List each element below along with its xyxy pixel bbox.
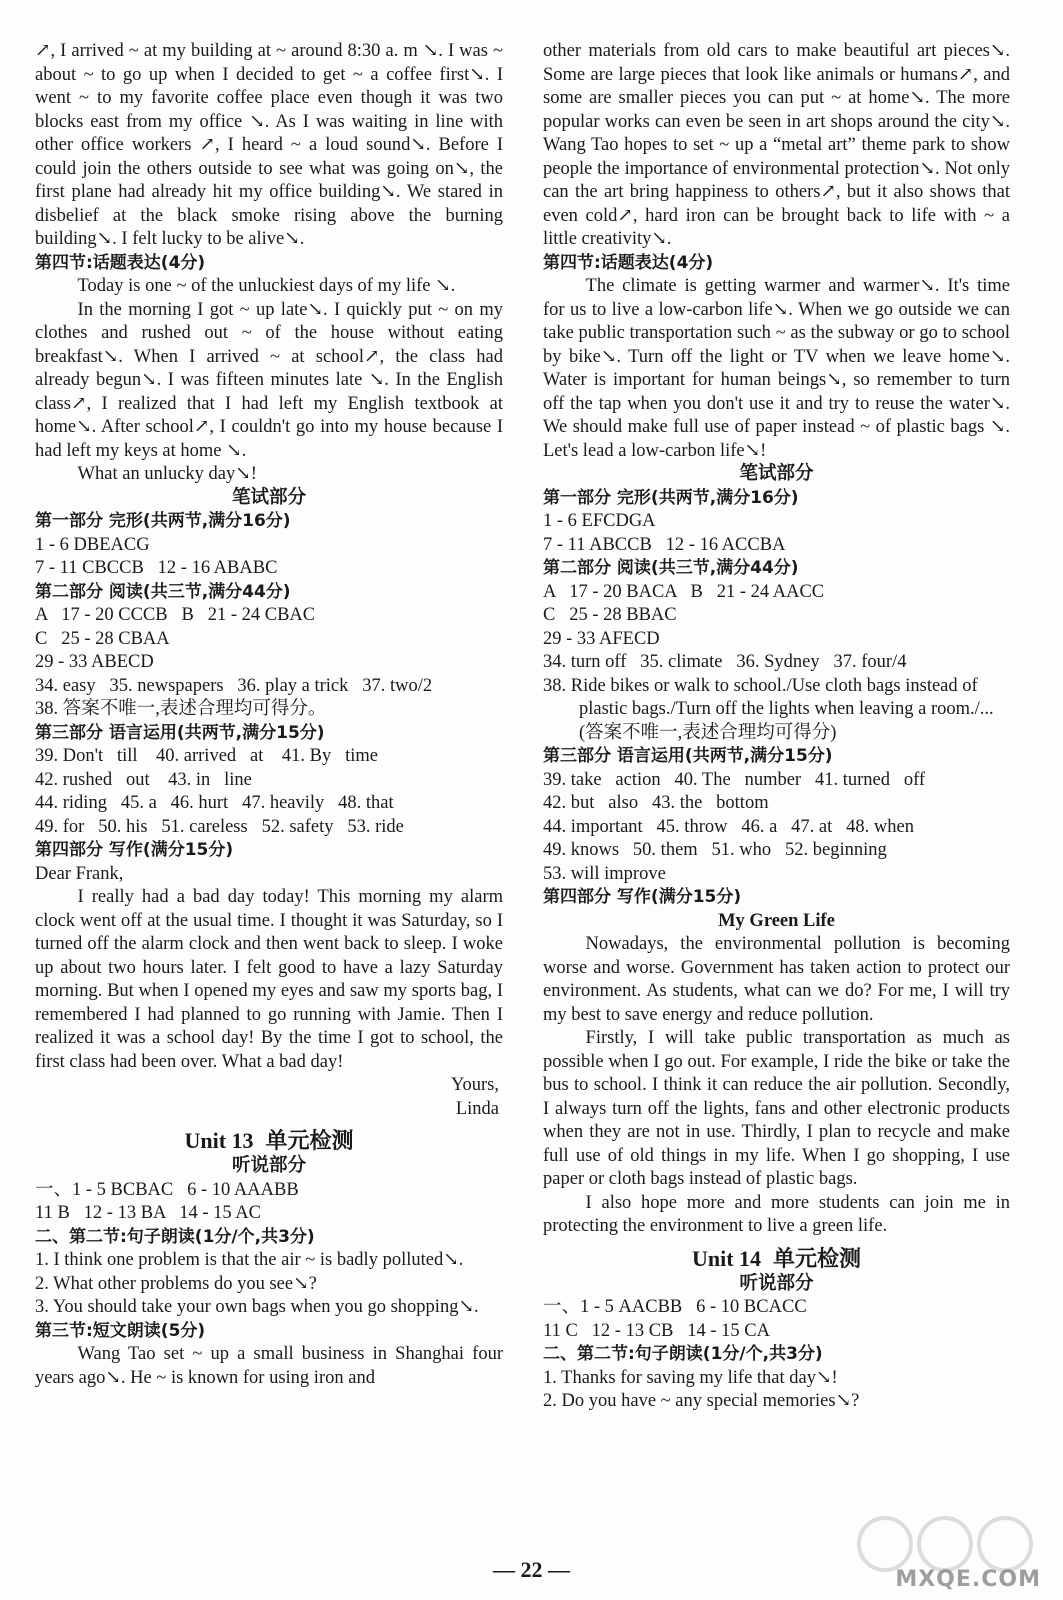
section-heading: 第四节:话题表达(4分): [35, 252, 206, 273]
section-heading: 第二部分 阅读(共三节,满分44分): [35, 581, 291, 602]
answer-line: 34. easy 35. newspapers 36. play a trick 37. two/2: [35, 675, 433, 696]
answer-line: 42. but also 43. the bottom: [543, 793, 769, 813]
numbered-item: 3. You should take your own bags when you go shopping↘.: [35, 1297, 479, 1317]
answer-line: C 25 - 28 CBAA: [35, 628, 170, 649]
section-heading: 二、第二节:句子朗读(1分/个,共3分): [35, 1226, 315, 1247]
answer-line: 39. take action 40. The number 41. turned off: [543, 769, 926, 790]
numbered-item: 2. What other problems do you see↘?: [35, 1273, 317, 1294]
left-column: [35, 40, 503, 1390]
answer-line: C 25 - 28 BBAC: [543, 605, 677, 625]
answer-line: 1 - 6 EFCDGA: [543, 511, 656, 531]
section-heading: 第四节:话题表达(4分): [543, 252, 714, 273]
paragraph: Today is one ~ of the unluckiest days of my life ↘.: [77, 276, 456, 296]
answer-line: 1. Thanks for saving my life that day↘!: [543, 1367, 838, 1388]
answer-line: 44. important 45. throw 46. a 47. at 48. when: [543, 816, 914, 837]
right-column: [543, 40, 1010, 1414]
unit-number: Unit 13: [184, 1128, 254, 1153]
unit-title: [35, 1127, 503, 1155]
section-heading: 第一部分 完形(共两节,满分16分): [35, 511, 291, 531]
answer-line: 一、1 - 5 BCBAC 6 - 10 AAABB: [35, 1179, 299, 1200]
center-heading: 听说部分: [231, 1156, 306, 1176]
section-heading: 第三部分 语言运用(共两节,满分15分): [35, 722, 325, 743]
section-heading: 二、第二节:句子朗读(1分/个,共3分): [543, 1344, 823, 1364]
unit-label: 单元检测: [773, 1245, 862, 1271]
paragraph: other materials from old cars to make beautiful art pieces↘. Some are large pieces that look like animals or humans↗, and some are smaller pieces you can put ~ at home↘. The more popular works can even be seen in art shops around the city↘. Wang Tao hopes to set ~ up a “metal art” theme park to show people the importance of environmental protection↘. Not only can the art bring happiness to others↗, but it also shows that even cold↗, hard iron can be brought back to life with ~ a little creativity↘.: [543, 41, 1010, 249]
numbered-item: 38. Ride bikes or walk to school./Use cloth bags instead of plastic bags./Turn off the lights when leaving a room./...(答案不唯一,表述合理均可得分): [543, 675, 994, 743]
paragraph: Nowadays, the environmental pollution is becoming worse and worse. Government has taken action to protect our environment. As students, what can we do? For me, I will try my best to save energy and reduce pollution.: [543, 934, 1010, 1025]
center-heading: 笔试部分: [739, 464, 814, 484]
answer-line: 44. riding 45. a 46. hurt 47. heavily 48. that: [35, 793, 394, 813]
center-heading: 笔试部分: [231, 487, 306, 508]
section-heading: 第四部分 写作(满分15分): [35, 840, 234, 860]
answer-line: 49. knows 50. them 51. who 52. beginning: [543, 840, 887, 860]
paragraph: Firstly, I will take public transportation as much as possible when I go out. For example, I ride the bike or take the bus to school. I think it can reduce the air pollution. Secondly, I always turn off the lights, fans and other electronic products when they are not in use. Thirdly, I plan to recycle and make full use of old things in my life. When I go shopping, I use paper or cloth bags instead of plastic bags.: [543, 1028, 1010, 1189]
answer-line: 34. turn off 35. climate 36. Sydney 37. four/4: [543, 652, 907, 672]
answer-line: 7 - 11 ABCCB 12 - 16 ACCBA: [543, 534, 786, 555]
answer-line: 11 B 12 - 13 BA 14 - 15 AC: [35, 1203, 261, 1223]
answer-line: 11 C 12 - 13 CB 14 - 15 CA: [543, 1320, 770, 1341]
watermark-text: MXQE.COM: [895, 1567, 1041, 1592]
answer-line: 53. will improve: [543, 863, 666, 884]
page-number: — 22 —: [493, 1557, 570, 1582]
answer-line: 42. rushed out 43. in line: [35, 769, 252, 790]
center-heading: 听说部分: [739, 1273, 814, 1294]
section-heading: 第四部分 写作(满分15分): [543, 887, 742, 907]
paragraph: Wang Tao set ~ up a small business in Shanghai four years ago↘. He ~ is known for using iron and: [35, 1344, 503, 1388]
section-heading: 第三节:短文朗读(5分): [35, 1320, 206, 1341]
answer-line: 29 - 33 AFECD: [543, 628, 660, 649]
section-heading: 第一部分 完形(共两节,满分16分): [543, 487, 799, 508]
answer-line: A 17 - 20 BACA B 21 - 24 AACC: [543, 581, 825, 602]
signature-line: Linda: [455, 1098, 499, 1119]
paragraph: ↗, I arrived ~ at my building at ~ around 8:30 a. m ↘. I was ~ about ~ to go up when I decided to get ~ a coffee first↘. I went ~ to my favorite coffee place even though it was two blocks east from my office ↘. As I was waiting in line with other office workers ↗, I heard ~ a loud sound↘. Before I could join the others outside to see what was going on↘, the first plane had already hit my office building↘. We stared in disbelief at the black smoke rising above the burning building↘. I felt lucky to be alive↘.: [35, 41, 503, 249]
numbered-item: 1. I think one problem is that the air ~ is badly polluted↘.: [35, 1250, 464, 1270]
paragraph: The climate is getting warmer and warmer↘. It's time for us to live a low-carbon life↘. When we go outside we can take public transportation such ~ as the subway or go to school by bike↘. Turn off the light or TV when we leave home↘. Water is important for human beings↘, so remember to turn off the tap when you don't use it and try to reuse the water↘. We should make full use of paper instead ~ of plastic bags ↘. Let's lead a low-carbon life↘!: [543, 276, 1010, 461]
answer-line: 29 - 33 ABECD: [35, 652, 154, 672]
paragraph: What an unlucky day↘!: [77, 464, 257, 484]
unit-number: Unit 14: [691, 1245, 762, 1271]
answer-line: 一、1 - 5 AACBB 6 - 10 BCACC: [543, 1297, 807, 1317]
answer-line: 49. for 50. his 51. careless 52. safety 53. ride: [35, 816, 404, 837]
paragraph: In the morning I got ~ up late↘. I quickly put ~ on my clothes and rushed out ~ of the house without eating breakfast↘. When I arrived ~ at school↗, the class had already begun↘. I was fifteen minutes late ↘. In the English class↗, I realized that I had left my English textbook at home↘. After school↗, I couldn't go into my house because I had left my keys at home ↘.: [35, 299, 503, 461]
answer-line: Dear Frank,: [35, 863, 124, 884]
answer-line: 7 - 11 CBCCB 12 - 16 ABABC: [35, 558, 278, 578]
answer-line: 39. Don't till 40. arrived at 41. By time: [35, 746, 378, 766]
paragraph: I really had a bad day today! This morning my alarm clock went off at the usual time. I thought it was Saturday, so I turned off the alarm clock and then went back to sleep. I woke up about two hours later. I felt good to have a lazy Saturday morning. But when I opened my eyes and saw my sports bag, I remembered I had planned to go running with Jamie. Then I realized it was a school day! By the time I got to school, the first class had been over. What a bad day!: [35, 887, 503, 1072]
signature-line: Yours,: [451, 1075, 499, 1095]
center-heading: My Green Life: [718, 910, 835, 931]
unit-label: 单元检测: [265, 1128, 354, 1153]
paragraph: I also hope more and more students can join me in protecting the environment to live a green life.: [543, 1192, 1010, 1236]
unit-title: [543, 1245, 1010, 1273]
answer-line: 38. 答案不唯一,表述合理均可得分。: [35, 699, 327, 719]
section-heading: 第二部分 阅读(共三节,满分44分): [543, 558, 799, 578]
answer-line: 1 - 6 DBEACG: [35, 534, 150, 555]
answer-line: A 17 - 20 CCCB B 21 - 24 CBAC: [35, 605, 316, 625]
answer-line: 2. Do you have ~ any special memories↘?: [543, 1391, 860, 1411]
section-heading: 第三部分 语言运用(共两节,满分15分): [543, 746, 833, 766]
